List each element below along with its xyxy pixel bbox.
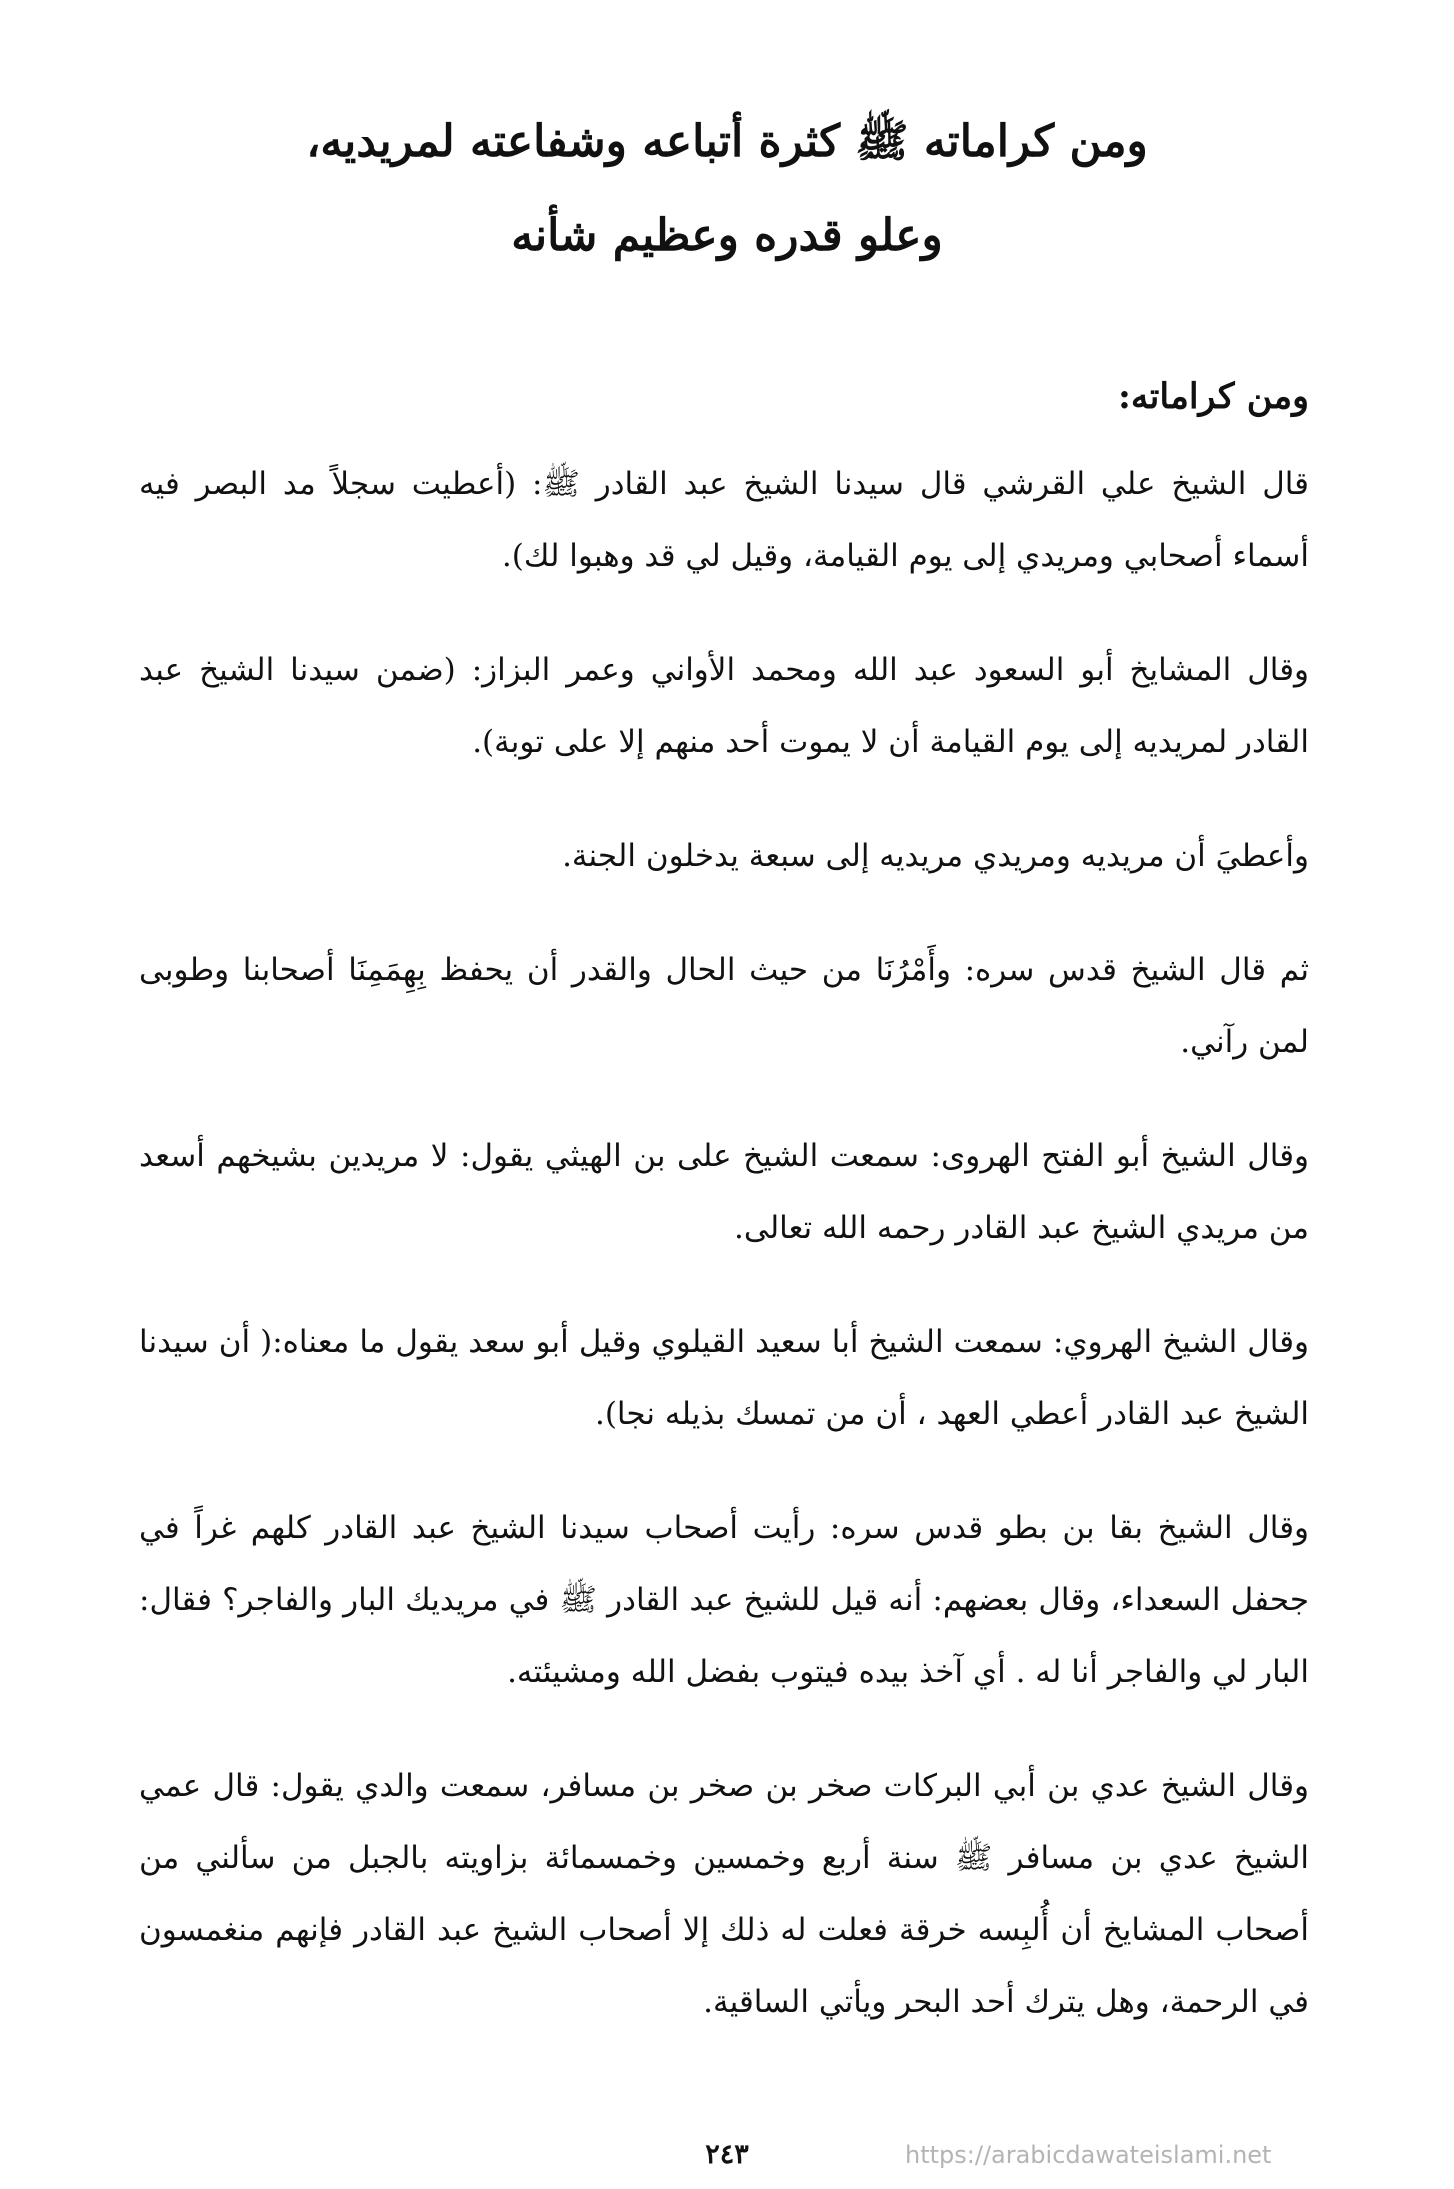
paragraph-8: وقال الشيخ عدي بن أبي البركات صخر بن صخر بن مسافر، سمعت والدي يقول: قال عمي الشيخ عدي بن مسافر ﷺ سنة أربع وخمسين وخمسمائة بزاويته بالجبل من سألني من أصحاب المشايخ أن أُلبِسه خرقة فعلت له ذلك إلا أصحاب الشيخ عبد القادر فإنهم منغمسون في الرحمة، وهل يترك أحد البحر ويأتي الساقية. <box>139 1768 1309 2020</box>
document-body <box>139 372 1309 2080</box>
paragraph-2: وقال المشايخ أبو السعود عبد الله ومحمد الأواني وعمر البزاز: (ضمن سيدنا الشيخ عبد القادر لمريديه إلى يوم القيامة أن لا يموت أحد منهم إلا على توبة). <box>139 652 1309 760</box>
chapter-title-line-2: وعلو قدره وعظيم شأنه <box>511 210 943 261</box>
paragraph-5: وقال الشيخ أبو الفتح الهروى: سمعت الشيخ على بن الهيثي يقول: لا مريدين بشيخهم أسعد من مريدي الشيخ عبد القادر رحمه الله تعالى. <box>139 1138 1309 1246</box>
paragraph-1: قال الشيخ علي القرشي قال سيدنا الشيخ عبد القادر ﷺ: (أعطيت سجلاً مد البصر فيه أسماء أصحابي ومريدي إلى يوم القيامة، وقيل لي قد وهبوا لك). <box>139 466 1309 574</box>
paragraph-6: وقال الشيخ الهروي: سمعت الشيخ أبا سعيد القيلوي وقيل أبو سعد يقول ما معناه:( أن سيدنا الشيخ عبد القادر أعطي العهد ، أن من تمسك بذيله نجا). <box>139 1324 1309 1432</box>
chapter-title-line-1: ومن كراماته ﷺ كثرة أتباعه وشفاعته لمريديه، <box>306 116 1148 167</box>
paragraph-7: وقال الشيخ بقا بن بطو قدس سره: رأيت أصحاب سيدنا الشيخ عبد القادر كلهم غراً في جحفل السعداء، وقال بعضهم: أنه قيل للشيخ عبد القادر ﷺ في مريديك البار والفاجر؟ فقال: البار لي والفاجر أنا له . أي آخذ بيده فيتوب بفضل الله ومشيئته. <box>139 1510 1309 1690</box>
site-url-watermark[interactable]: https://arabicdawateislami.net <box>905 2141 1272 2169</box>
page-number: ٢٤٣ <box>705 2139 749 2170</box>
section-heading: ومن كراماته: <box>1117 376 1309 417</box>
paragraph-4: ثم قال الشيخ قدس سره: وأَمْرُنَا من حيث الحال والقدر أن يحفظ بِهِمَمِنَا أصحابنا وطوبى لمن رآني. <box>139 952 1309 1060</box>
paragraph-3: وأعطيَ أن مريديه ومريدي مريديه إلى سبعة يدخلون الجنة. <box>562 838 1309 874</box>
page-footer <box>0 2135 1454 2175</box>
